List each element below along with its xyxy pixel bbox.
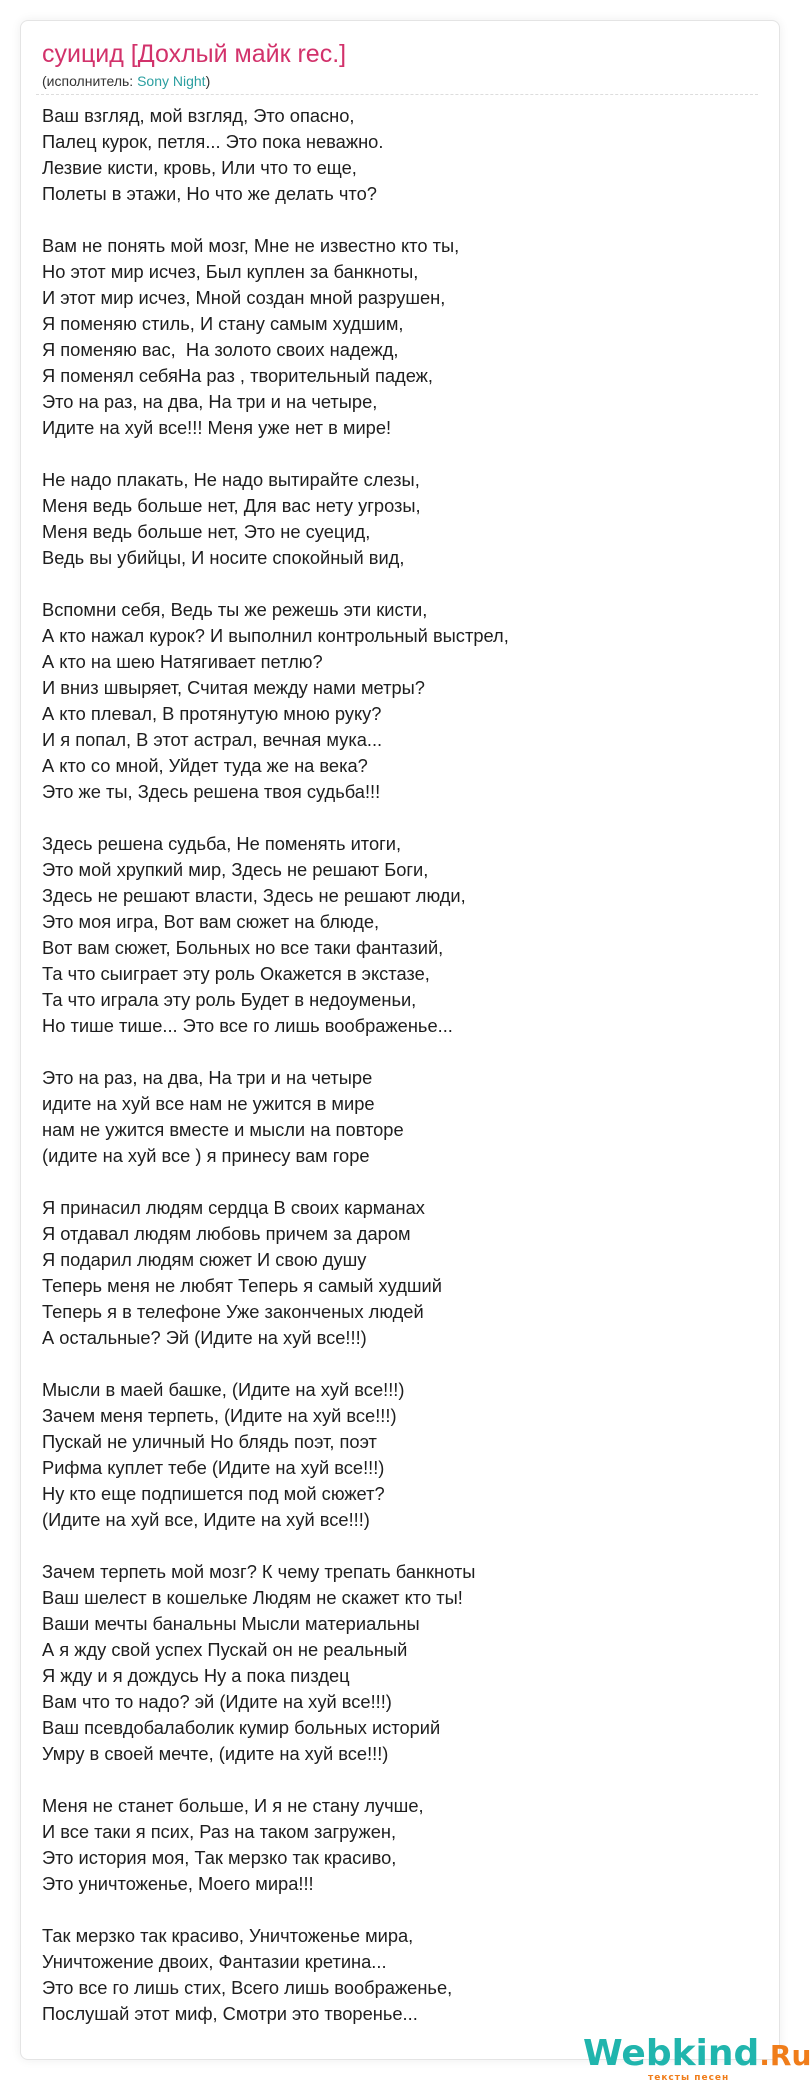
logo-tagline: тексты песен — [648, 2073, 730, 2083]
lyric-line: Меня ведь больше нет, Это не суецид, — [42, 521, 371, 542]
artist-prefix: (исполнитель: — [42, 73, 138, 89]
lyric-line: А кто со мной, Уйдет туда же на века? — [42, 755, 368, 776]
lyric-line: Лезвие кисти, кровь, Или что то еще, — [42, 157, 357, 178]
lyric-line: Ну кто еще подпишется под мой сюжет? — [42, 1483, 385, 1504]
lyric-line: Ваши мечты банальны Мысли материальны — [42, 1613, 420, 1634]
lyric-line: идите на хуй все нам не ужится в мире — [42, 1093, 375, 1114]
lyric-line: Мысли в маей башке, (Идите на хуй все!!!) — [42, 1379, 405, 1400]
lyric-line: Не надо плакать, Не надо вытирайте слезы, — [42, 469, 420, 490]
logo-brand: Webkind — [583, 2033, 760, 2074]
lyric-line: Пускай не уличный Но блядь поэт, поэт — [42, 1431, 377, 1452]
lyric-line: Здесь решена судьба, Не поменять итоги, — [42, 833, 402, 854]
lyric-line: Палец курок, петля... Это пока неважно. — [42, 131, 384, 152]
lyric-line: Теперь меня не любят Теперь я самый худший — [42, 1275, 442, 1296]
lyric-line: Полеты в этажи, Но что же делать что? — [42, 183, 377, 204]
lyric-line: Ваш взгляд, мой взгляд, Это опасно, — [42, 105, 355, 126]
stanza-break — [42, 1533, 762, 1559]
lyric-line: (идите на хуй все ) я принесу вам горе — [42, 1145, 370, 1166]
stanza-break — [42, 207, 762, 233]
lyric-line: А кто нажал курок? И выполнил контрольный выстрел, — [42, 625, 509, 646]
lyric-line: Я принасил людям сердца В своих карманах — [42, 1197, 425, 1218]
lyric-line: И вниз швыряет, Считая между нами метры? — [42, 677, 425, 698]
lyric-line: Так мерзко так красиво, Уничтоженье мира, — [42, 1925, 414, 1946]
lyric-line: Это история моя, Так мерзко так красиво, — [42, 1847, 397, 1868]
lyric-line: Уничтожение двоих, Фантазии кретина... — [42, 1951, 387, 1972]
lyric-line: Та что играла эту роль Будет в недоуменьи, — [42, 989, 417, 1010]
lyric-line: А кто плевал, В протянутую мною руку? — [42, 703, 382, 724]
stanza-break — [42, 1039, 762, 1065]
stanza-break — [42, 805, 762, 831]
lyric-line: Здесь не решают власти, Здесь не решают люди, — [42, 885, 466, 906]
logo-tld: .Ru — [759, 2039, 811, 2072]
lyric-line: Умру в своей мечте, (идите на хуй все!!!) — [42, 1743, 389, 1764]
lyric-line: И все таки я псих, Раз на таком загружен, — [42, 1821, 397, 1842]
lyric-line: Это мой хрупкий мир, Здесь не решают Боги, — [42, 859, 429, 880]
lyric-line: А остальные? Эй (Идите на хуй все!!!) — [42, 1327, 367, 1348]
lyric-line: Но тише тише... Это все го лишь воображенье... — [42, 1015, 453, 1036]
lyric-line: Это на раз, на два, На три и на четыре, — [42, 391, 378, 412]
stanza-break — [42, 1767, 762, 1793]
lyric-line: (Идите на хуй все, Идите на хуй все!!!) — [42, 1509, 370, 1530]
lyric-line: Я поменяю вас, На золото своих надежд, — [42, 339, 399, 360]
lyric-line: Ваш псевдобалаболик кумир больных историй — [42, 1717, 441, 1738]
lyric-line: Ведь вы убийцы, И носите спокойный вид, — [42, 547, 405, 568]
lyric-line: Это же ты, Здесь решена твоя судьба!!! — [42, 781, 381, 802]
lyric-line: А я жду свой успех Пускай он не реальный — [42, 1639, 408, 1660]
lyric-line: И я попал, В этот астрал, вечная мука... — [42, 729, 383, 750]
lyric-line: нам не ужится вместе и мысли на повторе — [42, 1119, 404, 1140]
lyric-line: Меня ведь больше нет, Для вас нету угрозы, — [42, 495, 421, 516]
webkind-logo[interactable] — [583, 2033, 811, 2074]
lyric-line: Я подарил людям сюжет И свою душу — [42, 1249, 367, 1270]
lyric-line: Это все го лишь стих, Всего лишь воображенье, — [42, 1977, 453, 1998]
lyric-line: Вам что то надо? эй (Идите на хуй все!!!) — [42, 1691, 392, 1712]
artist-suffix: ) — [205, 73, 211, 89]
lyric-line: Идите на хуй все!!! Меня уже нет в мире! — [42, 417, 392, 438]
lyric-line: Я отдавал людям любовь причем за даром — [42, 1223, 411, 1244]
lyric-line: Вам не понять мой мозг, Мне не известно кто ты, — [42, 235, 460, 256]
lyric-line: Это моя игра, Вот вам сюжет на блюде, — [42, 911, 380, 932]
stanza-break — [42, 571, 762, 597]
lyric-line: И этот мир исчез, Мной создан мной разрушен, — [42, 287, 446, 308]
lyric-line: Я поменял себяНа раз , творительный падеж, — [42, 365, 433, 386]
lyric-line: Я жду и я дождусь Ну а пока пиздец — [42, 1665, 350, 1686]
song-title: суицид [Дохлый майк rec.] — [42, 40, 347, 68]
lyric-line: Теперь я в телефоне Уже законченых людей — [42, 1301, 424, 1322]
lyric-line: Зачем терпеть мой мозг? К чему трепать банкноты — [42, 1561, 476, 1582]
title-divider — [36, 94, 758, 95]
stanza-break — [42, 1897, 762, 1923]
lyric-line: Меня не станет больше, И я не стану лучше, — [42, 1795, 424, 1816]
lyric-line: Послушай этот миф, Смотри это творенье... — [42, 2003, 418, 2024]
stanza-break — [42, 441, 762, 467]
lyric-line: А кто на шею Натягивает петлю? — [42, 651, 323, 672]
artist-line — [42, 73, 210, 89]
artist-link[interactable]: Sony Night — [137, 73, 206, 89]
lyric-line: Ваш шелест в кошельке Людям не скажет кто ты! — [42, 1587, 463, 1608]
lyric-line: Вспомни себя, Ведь ты же режешь эти кисти, — [42, 599, 428, 620]
stanza-break — [42, 1169, 762, 1195]
lyric-line: Я поменяю стиль, И стану самым худшим, — [42, 313, 404, 334]
lyric-line: Вот вам сюжет, Больных но все таки фантазий, — [42, 937, 444, 958]
stanza-break — [42, 1351, 762, 1377]
lyrics-text — [42, 103, 762, 2027]
lyric-line: Та что сыиграет эту роль Окажется в экстазе, — [42, 963, 430, 984]
lyric-line: Это на раз, на два, На три и на четыре — [42, 1067, 373, 1088]
lyric-line: Зачем меня терпеть, (Идите на хуй все!!!) — [42, 1405, 397, 1426]
lyric-line: Это уничтоженье, Моего мира!!! — [42, 1873, 314, 1894]
lyric-line: Рифма куплет тебе (Идите на хуй все!!!) — [42, 1457, 385, 1478]
lyric-line: Но этот мир исчез, Был куплен за банкноты, — [42, 261, 419, 282]
